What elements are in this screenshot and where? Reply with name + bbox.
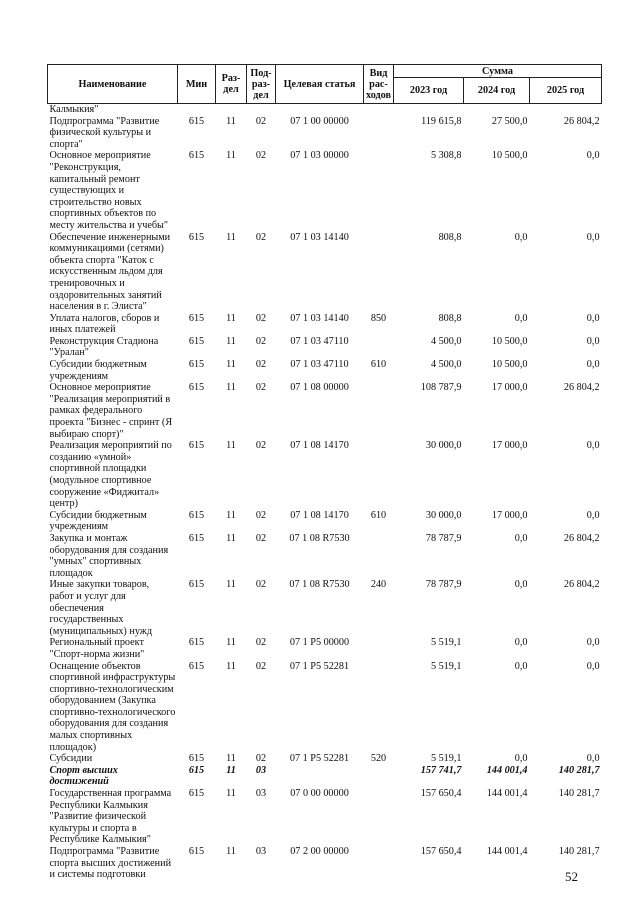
cell-vid	[364, 533, 394, 579]
cell-min: 615	[188, 532, 205, 544]
cell-2024: 0,0	[514, 231, 528, 243]
cell-vid	[364, 116, 394, 151]
cell-razdel: 11	[226, 660, 236, 672]
cell-min: 615	[188, 788, 205, 800]
cell-2023: 5 519,1	[430, 637, 462, 649]
header-name: Наименование	[48, 65, 178, 104]
cell-2024: 0,0	[514, 312, 528, 324]
cell-name: Калмыкия"	[49, 104, 99, 115]
cell-2024: 0,0	[514, 579, 528, 591]
cell-2025: 0,0	[586, 440, 600, 452]
cell-2023: 808,8	[438, 231, 462, 243]
cell-2025: 140 281,7	[558, 846, 600, 857]
cell-vid	[364, 788, 394, 846]
cell-name: Иные закупки товаров, работ и услуг для обеспечения государственных (муниципальных) нужд	[49, 579, 152, 637]
cell-razdel: 11	[226, 788, 236, 800]
cell-name: Основное мероприятие "Реконструкция, капитальный ремонт существующих и строительство новых спортивных объектов по месту жительства и учебы"	[49, 150, 169, 231]
cell-2024: 144 001,4	[486, 788, 528, 800]
cell-razdel: 11	[226, 150, 236, 162]
cell-razdel: 11	[226, 382, 236, 394]
cell-podrazdel: 02	[255, 753, 267, 765]
cell-2023: 78 787,9	[425, 532, 462, 544]
cell-target: 07 1 P5 52281	[289, 753, 350, 765]
cell-podrazdel: 02	[255, 660, 267, 672]
cell-2025	[530, 104, 602, 116]
cell-vid	[364, 150, 394, 231]
cell-name: Субсидии	[49, 753, 93, 765]
cell-2025: 26 804,2	[563, 532, 600, 544]
cell-vid	[364, 846, 394, 881]
cell-vid	[364, 440, 394, 510]
cell-2024: 0,0	[514, 637, 528, 649]
cell-min: 615	[188, 509, 205, 521]
cell-min: 615	[188, 660, 205, 672]
cell-target: 07 0 00 00000	[290, 788, 349, 800]
cell-2025: 0,0	[586, 753, 600, 765]
cell-2025: 0,0	[586, 231, 600, 243]
cell-podrazdel: 03	[255, 846, 267, 857]
cell-vid	[364, 637, 394, 660]
cell-name: Закупка и монтаж оборудования для создания "умных" спортивных площадок	[49, 532, 169, 579]
table-header	[48, 65, 602, 104]
cell-2024	[464, 104, 530, 116]
cell-2023: 157 650,4	[420, 846, 462, 857]
cell-podrazdel: 03	[255, 788, 267, 800]
table-row	[48, 753, 602, 765]
cell-podrazdel: 02	[255, 115, 267, 127]
table-row	[48, 846, 602, 881]
table-row	[48, 382, 602, 440]
header-min: Мин	[178, 65, 216, 104]
header-podrazdel: Под-раз-дел	[247, 65, 276, 104]
cell-2023	[394, 104, 464, 116]
cell-vid	[364, 661, 394, 754]
cell-vid: 610	[370, 509, 387, 521]
cell-target	[276, 765, 364, 788]
table-body	[48, 104, 602, 881]
cell-name: Субсидии бюджетным учреждениям	[49, 509, 147, 533]
table-row	[48, 637, 602, 660]
cell-name: Спорт высших достижений	[49, 764, 118, 788]
table-row	[48, 765, 602, 788]
cell-2024: 17 000,0	[491, 509, 528, 521]
cell-min: 615	[188, 382, 205, 394]
cell-2025: 140 281,7	[558, 764, 600, 776]
cell-2023: 808,8	[438, 312, 462, 324]
cell-target: 07 1 03 14140	[290, 312, 349, 324]
cell-podrazdel: 03	[255, 764, 267, 776]
cell-razdel	[216, 104, 247, 116]
cell-name: Уплата налогов, сборов и иных платежей	[49, 312, 160, 336]
cell-2025: 0,0	[586, 312, 600, 324]
cell-podrazdel: 02	[255, 509, 267, 521]
cell-podrazdel: 02	[255, 637, 267, 649]
cell-podrazdel: 02	[255, 440, 267, 452]
cell-podrazdel: 02	[255, 382, 267, 394]
page-number: 52	[565, 869, 578, 884]
cell-2023: 5 519,1	[430, 753, 462, 765]
cell-name: Субсидии бюджетным учреждениям	[49, 359, 147, 382]
cell-min: 615	[188, 440, 205, 452]
cell-razdel: 11	[226, 532, 236, 544]
cell-name: Оснащение объектов спортивной инфраструктуры спортивно-технологическим оборудованием (Закупка спортивно-технологического оборудования для создания малых спортивных площадок)	[49, 660, 176, 753]
cell-vid	[364, 382, 394, 440]
cell-target: 07 1 08 R7530	[289, 579, 350, 591]
header-sum: Сумма	[394, 65, 602, 78]
cell-podrazdel: 02	[255, 231, 267, 243]
cell-min: 615	[188, 115, 205, 127]
cell-target: 07 1 03 14140	[290, 231, 349, 243]
cell-razdel: 11	[226, 312, 236, 324]
cell-target: 07 1 P5 52281	[289, 660, 350, 672]
table-row	[48, 116, 602, 151]
cell-name: Реконструкция Стадиона "Уралан"	[49, 335, 159, 359]
cell-target: 07 1 08 14170	[290, 440, 349, 452]
cell-min: 615	[188, 359, 205, 371]
cell-2025: 0,0	[586, 509, 600, 521]
cell-vid	[364, 765, 394, 788]
cell-min: 615	[188, 312, 205, 324]
cell-2025: 140 281,7	[558, 788, 600, 800]
cell-name: Региональный проект "Спорт-норма жизни"	[49, 637, 145, 660]
cell-2024: 10 500,0	[491, 335, 528, 347]
cell-2023: 119 615,8	[421, 115, 462, 127]
cell-name: Подпрограмма "Развитие спорта высших достижений и системы подготовки	[49, 846, 172, 881]
cell-razdel: 11	[226, 579, 236, 591]
header-vid: Вид рас-ходов	[364, 65, 394, 104]
cell-target: 07 1 08 14170	[290, 509, 349, 521]
cell-min: 615	[188, 753, 205, 765]
cell-name: Реализация мероприятий по созданию «умной» спортивной площадки (модульное спортивное сооружение «Фиджитал» центр)	[49, 440, 172, 510]
cell-target: 07 1 00 00000	[290, 115, 349, 127]
cell-vid: 610	[370, 359, 387, 371]
cell-min: 615	[188, 637, 205, 649]
header-2024: 2024 год	[464, 78, 530, 104]
table-row	[48, 336, 602, 359]
cell-2023: 157 650,4	[420, 788, 462, 800]
cell-2024: 27 500,0	[491, 115, 528, 127]
cell-target: 07 1 08 00000	[290, 382, 349, 394]
cell-min	[178, 104, 216, 116]
header-razdel: Раз-дел	[216, 65, 247, 104]
cell-name: Основное мероприятие "Реализация мероприятий в рамках федерального проекта "Бизнес - спринт (Я выбираю спорт)"	[49, 382, 173, 440]
table-row	[48, 440, 602, 510]
cell-podrazdel: 02	[255, 150, 267, 162]
cell-2025: 0,0	[586, 150, 600, 162]
table-row	[48, 510, 602, 533]
cell-2024: 0,0	[514, 660, 528, 672]
cell-target	[276, 104, 364, 116]
cell-min: 615	[188, 579, 205, 591]
table-row	[48, 661, 602, 754]
table-row	[48, 579, 602, 637]
cell-vid	[364, 336, 394, 359]
cell-razdel: 11	[226, 764, 236, 776]
header-target: Целевая статья	[276, 65, 364, 104]
cell-razdel: 11	[226, 440, 236, 452]
cell-podrazdel: 02	[255, 532, 267, 544]
cell-podrazdel	[247, 104, 276, 116]
cell-2024: 144 001,4	[486, 846, 528, 857]
cell-2025: 0,0	[586, 359, 600, 371]
cell-min: 615	[188, 335, 205, 347]
cell-razdel: 11	[226, 637, 236, 649]
cell-2024: 10 500,0	[491, 150, 528, 162]
cell-2025: 26 804,2	[563, 579, 600, 591]
cell-razdel: 11	[226, 846, 236, 857]
cell-2023: 4 500,0	[430, 359, 462, 371]
cell-2023: 108 787,9	[420, 382, 462, 394]
cell-min: 615	[188, 846, 205, 857]
cell-2024: 10 500,0	[491, 359, 528, 371]
table-row	[48, 533, 602, 579]
cell-target: 07 1 08 R7530	[289, 532, 350, 544]
cell-podrazdel: 02	[255, 359, 267, 371]
cell-2023: 5 308,8	[430, 150, 462, 162]
cell-podrazdel: 02	[255, 312, 267, 324]
table-row	[48, 150, 602, 231]
cell-vid: 850	[370, 312, 387, 324]
cell-min: 615	[188, 764, 205, 776]
cell-2023: 4 500,0	[430, 335, 462, 347]
cell-2024: 144 001,4	[486, 764, 528, 776]
cell-2024: 17 000,0	[491, 440, 528, 452]
cell-2024: 0,0	[514, 753, 528, 765]
cell-2025: 26 804,2	[563, 115, 600, 127]
cell-2024: 17 000,0	[491, 382, 528, 394]
cell-podrazdel: 02	[255, 579, 267, 591]
cell-razdel: 11	[226, 231, 236, 243]
table-row	[48, 313, 602, 336]
table-row	[48, 359, 602, 382]
cell-min: 615	[188, 150, 205, 162]
table-row	[48, 104, 602, 116]
cell-target: 07 1 03 47110	[290, 335, 349, 347]
cell-razdel: 11	[226, 359, 236, 371]
table-row	[48, 788, 602, 846]
cell-2023: 30 000,0	[425, 440, 462, 452]
cell-2025: 0,0	[586, 637, 600, 649]
cell-vid	[364, 104, 394, 116]
cell-razdel: 11	[226, 509, 236, 521]
cell-2024: 0,0	[514, 532, 528, 544]
cell-target: 07 1 03 47110	[290, 359, 349, 371]
cell-2025: 0,0	[586, 335, 600, 347]
cell-vid: 240	[370, 579, 387, 591]
cell-target: 07 2 00 00000	[290, 846, 349, 857]
header-2025: 2025 год	[530, 78, 602, 104]
cell-name: Обеспечение инженерными коммуникациями (сетями) объекта спорта "Каток с искусственным льдом для тренировочных и оздоровительных занятий населения в г. Элиста"	[49, 231, 171, 313]
cell-2025: 0,0	[586, 660, 600, 672]
cell-name: Подпрограмма "Развитие физической культуры и спорта"	[49, 115, 160, 150]
cell-name: Государственная программа Республики Калмыкия "Развитие физической культуры и спорта в Республике Калмыкия"	[49, 788, 172, 846]
cell-2023: 78 787,9	[425, 579, 462, 591]
cell-razdel: 11	[226, 753, 236, 765]
cell-razdel: 11	[226, 115, 236, 127]
cell-podrazdel: 02	[255, 335, 267, 347]
cell-2023: 157 741,7	[420, 764, 462, 776]
cell-2023: 30 000,0	[425, 509, 462, 521]
cell-2025: 26 804,2	[563, 382, 600, 394]
cell-vid	[364, 232, 394, 313]
cell-min: 615	[188, 231, 205, 243]
header-2023: 2023 год	[394, 78, 464, 104]
cell-target: 07 1 03 00000	[290, 150, 349, 162]
budget-table	[47, 64, 602, 881]
cell-2023: 5 519,1	[430, 660, 462, 672]
cell-vid: 520	[370, 753, 387, 765]
table-row	[48, 232, 602, 313]
cell-razdel: 11	[226, 335, 236, 347]
cell-target: 07 1 P5 00000	[289, 637, 350, 649]
